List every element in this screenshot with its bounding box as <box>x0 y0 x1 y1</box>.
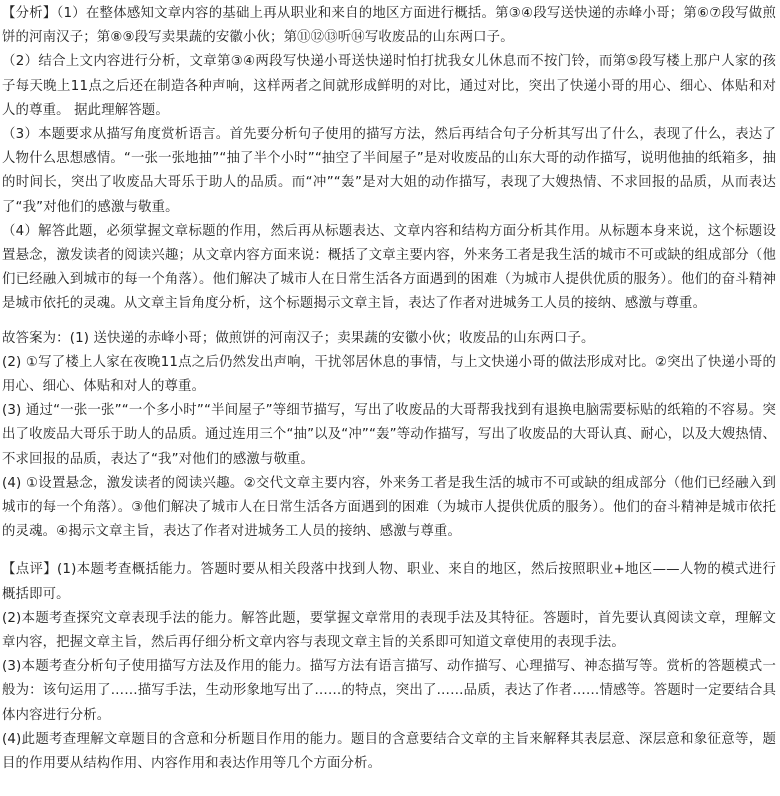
spacer <box>2 317 776 327</box>
answer-item-1: 故答案为：(1) 送快递的赤峰小哥；做煎饼的河南汉子；卖果蔬的安徽小伙；收废品的山东两口子。 <box>2 330 595 346</box>
spacer <box>2 544 776 558</box>
analysis-paragraph-4: （4）解答此题，必须掌握文章标题的作用，然后再从标题表达、文章内容和结构方面分析其作用。从标题本身来说，这个标题设置悬念，激发读者的阅读兴趣；从文章内容方面来说：概括了文章主要内容，外来务工者是我生活的城市不可或缺的组成部分（他们已经融入到城市的每一个角落）。他们解决了城市人在日常生活各方面遇到的困难（为城市人提供优质的服务）。他们的奋斗精神是城市依托的灵魂。从文章主旨角度分析，这个标题揭示文章主旨，表达了作者对进城务工人员的接纳、感激与尊重。 <box>2 223 776 312</box>
comment-item-4: (4)此题考查理解文章题目的含意和分析题目作用的能力。题目的含意要结合文章的主旨来解释其表层意、深层意和象征意等，题目的作用要从结构作用、内容作用和表达作用等几个方面分析。 <box>2 731 776 772</box>
answer-item-4: (4) ①设置悬念，激发读者的阅读兴趣。②交代文章主要内容，外来务工者是我生活的城市不可或缺的组成部分（他们已经融入到城市的每一个角落）。③他们解决了城市人在日常生活各方面遇到的困难（为城市人提供优质的服务）。他们的奋斗精神是城市依托的灵魂。④揭示文章主旨，表达了作者对进城务工人员的接纳、感激与尊重。 <box>2 475 776 540</box>
analysis-section <box>2 2 776 317</box>
comment-item-2: (2)本题考查探究文章表现手法的能力。解答此题，要掌握文章常用的表现手法及其特征。答题时，首先要认真阅读文章，理解文章内容，把握文章主旨，然后再仔细分析文章内容与表现文章主旨的关系即可知道文章使用的表现手法。 <box>2 610 776 651</box>
answer-item-2: (2) ①写了楼上人家在夜晚11点之后仍然发出声响，干扰邻居休息的事情，与上文快递小哥的做法形成对比。②突出了快递小哥的用心、细心、体贴和对人的尊重。 <box>2 354 776 395</box>
analysis-paragraph-3: （3）本题要求从描写角度赏析语言。首先要分析句子使用的描写方法，然后再结合句子分析其写出了什么，表现了什么，表达了人物什么思想感情。“一张一张地抽”“抽了半个小时”“抽空了半间屋子”是对收废品的山东大哥的动作描写，说明他抽的纸箱多，抽的时间长，突出了收废品大哥乐于助人的品质。而“冲”“轰”是对大姐的动作描写，表现了大嫂热情、不求回报的品质，从而表达了“我”对他们的感激与敬重。 <box>2 127 776 215</box>
comment-item-3: (3)本题考查分析句子使用描写方法及作用的能力。描写方法有语言描写、动作描写、心理描写、神态描写等。赏析的答题模式一般为：该句运用了……描写手法，生动形象地写出了……的特点，突出了……品质，表达了作者……情感等。答题时一定要结合具体内容进行分析。 <box>2 659 776 723</box>
comment-section <box>2 558 776 776</box>
comment-item-1: 【点评】(1)本题考查概括能力。答题时要从相关段落中找到人物、职业、来自的地区，然后按照职业+地区——人物的模式进行概括即可。 <box>2 562 776 602</box>
analysis-paragraph-1: 【分析】（1）在整体感知文章内容的基础上再从职业和来自的地区方面进行概括。第③④段写送快递的赤峰小哥；第⑥⑦段写做煎饼的河南汉子；第⑧⑨段写卖果蔬的安徽小伙；第⑪⑫⑬听⑭写收废品的山东两口子。 <box>2 6 776 46</box>
analysis-paragraph-2: （2）结合上文内容进行分析，文章第③④两段写快递小哥送快递时怕打扰我女儿休息而不按门铃，而第⑤段写楼上那户人家的孩子每天晚上11点之后还在制造各种声响，这样两者之间就形成鲜明的对比，通过对比，突出了快递小哥的用心、细心、体贴和对人的尊重。 据此理解答题。 <box>2 54 776 118</box>
answer-section <box>2 327 776 545</box>
answer-item-3: (3) 通过“一张一张”“一个多小时”“半间屋子”等细节描写，写出了收废品的大哥帮我找到有退换电脑需要标贴的纸箱的不容易。突出了收废品大哥乐于助人的品质。通过连用三个“抽”以及“冲”“轰”等动作描写，写出了收废品的大哥认真、耐心，以及大嫂热情、不求回报的品质，表达了“我”对他们的感激与敬重。 <box>2 403 776 467</box>
